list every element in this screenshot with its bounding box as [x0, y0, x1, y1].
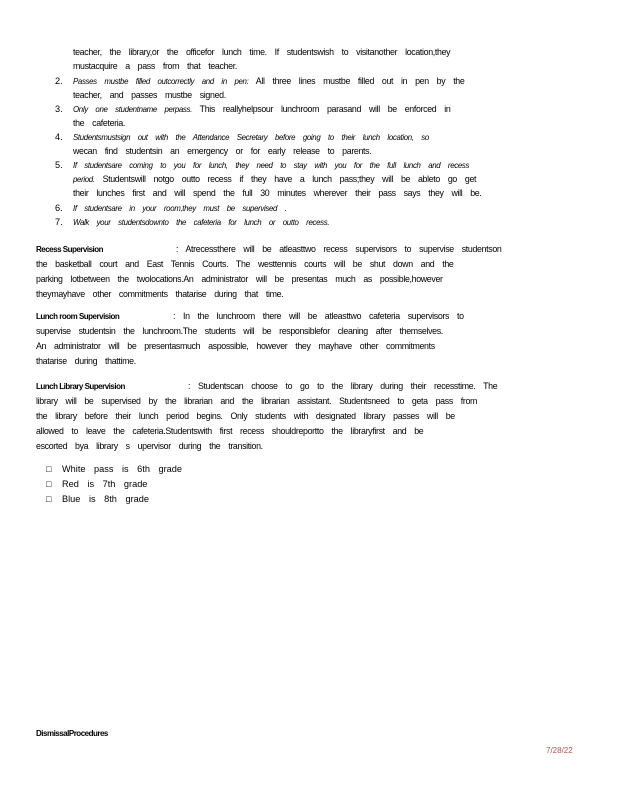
- italic-text: Walk your studentsdownto the cafeteria for lunch or outto recess.: [73, 218, 330, 227]
- section-text: : Studentscan choose to go to the library during their recesstime. The: [188, 381, 498, 391]
- italic-text: If studentsare coming to you for lunch, they need to stay with you for the full lunch and recess: [73, 161, 470, 170]
- section-heading: Lunch Library Supervision: [36, 382, 125, 391]
- bullet-text: White pass is 6th grade: [62, 464, 183, 474]
- section-heading: Lunch room Supervision: [36, 312, 120, 321]
- body-text: their lunches first and will spend the full 30 minutes wherever their pass says they will be.: [73, 188, 482, 198]
- list-item-text: [73, 76, 464, 87]
- italic-text: period.: [73, 175, 95, 184]
- body-text: teacher, and passes mustbe signed.: [73, 90, 226, 100]
- body-text: All three lines mustbe filled out in pen by the: [248, 76, 465, 86]
- bullet-icon: □: [46, 464, 52, 474]
- list-item-text: [73, 188, 481, 199]
- body-text: the cafeteria.: [73, 118, 126, 128]
- section-text: supervise studentsin the lunchroom.The students will be responsiblefor cleaning after themselves.: [36, 326, 443, 336]
- section-text: : Atrecessthere will be atleasttwo recess supervisors to supervise studentson: [176, 244, 502, 254]
- section-text: escorted bya library s upervisor during the transition.: [36, 441, 263, 451]
- section-text: An administrator will be presentasmuch aspossible, however they mayhave other commitments: [36, 341, 435, 351]
- section-text: thatarise during thattime.: [36, 356, 136, 366]
- section-heading: Recess Supervision: [36, 245, 104, 254]
- list-item-text: [73, 203, 287, 214]
- list-item-number: 5.: [55, 160, 63, 170]
- body-text: Studentswill notgo outto recess if they have a lunch pass;they will be ableto go get: [94, 174, 477, 184]
- section-text: parking lotbetween the twolocations.An administrator will be presentas much as possible,however: [36, 274, 443, 284]
- section-text: library will be supervised by the librarian and the librarian assistant. Studentsneed to geta pass from: [36, 396, 478, 406]
- list-item-number: 7.: [55, 217, 63, 227]
- bullet-text: Blue is 8th grade: [62, 494, 149, 504]
- dismissal-heading: DismissalProcedures: [36, 729, 108, 738]
- list-item-number: 3.: [55, 104, 63, 114]
- italic-text: Only one studentname perpass.: [73, 105, 192, 114]
- bullet-icon: □: [46, 479, 52, 489]
- section-text: : In the lunchroom there will be atleasttwo cafeteria supervisors to: [173, 311, 464, 321]
- body-text: wecan find studentsin an emergency or for early release to parents.: [73, 146, 372, 156]
- section-text: allowed to leave the cafeteria.Studentswith first recess shouldreportto the libraryfirst and be: [36, 426, 424, 436]
- list-item-text: [73, 217, 329, 228]
- italic-text: If studentsare in your room,they must be supervised .: [73, 204, 287, 213]
- italic-text: Studentsmustsign out with the Attendance Secretary before going to their lunch location, so: [73, 133, 429, 142]
- section-text: theymayhave other commitments thatarise during that time.: [36, 289, 284, 299]
- list-item-text: mustacquire a pass from that teacher.: [73, 61, 237, 71]
- list-item-text: [73, 90, 226, 101]
- list-item-number: 4.: [55, 132, 63, 142]
- list-item-text: [73, 146, 371, 157]
- section-text: the library before their lunch period begins. Only students with designated library passes will be: [36, 411, 455, 421]
- bullet-icon: □: [46, 494, 52, 504]
- list-item-text: [73, 174, 476, 185]
- list-item-text: [73, 132, 429, 143]
- body-text: This reallyhelpsour lunchroom parasand will be enforced in: [191, 104, 451, 114]
- list-item-number: 2.: [55, 76, 63, 86]
- list-item-text: [73, 160, 469, 171]
- list-item-text: [73, 118, 125, 129]
- list-item-text: [73, 104, 450, 115]
- list-item-text: teacher, the library,or the officefor lunch time. If studentswish to visitanother location,they: [73, 47, 451, 57]
- list-item-number: 6.: [55, 203, 63, 213]
- section-text: the basketball court and East Tennis Courts. The westtennis courts will be shut down and the: [36, 259, 454, 269]
- footer-date: 7/28/22: [546, 746, 573, 755]
- italic-text: Passes mustbe filled outcorrectly and in pen:: [73, 77, 249, 86]
- bullet-text: Red is 7th grade: [62, 479, 148, 489]
